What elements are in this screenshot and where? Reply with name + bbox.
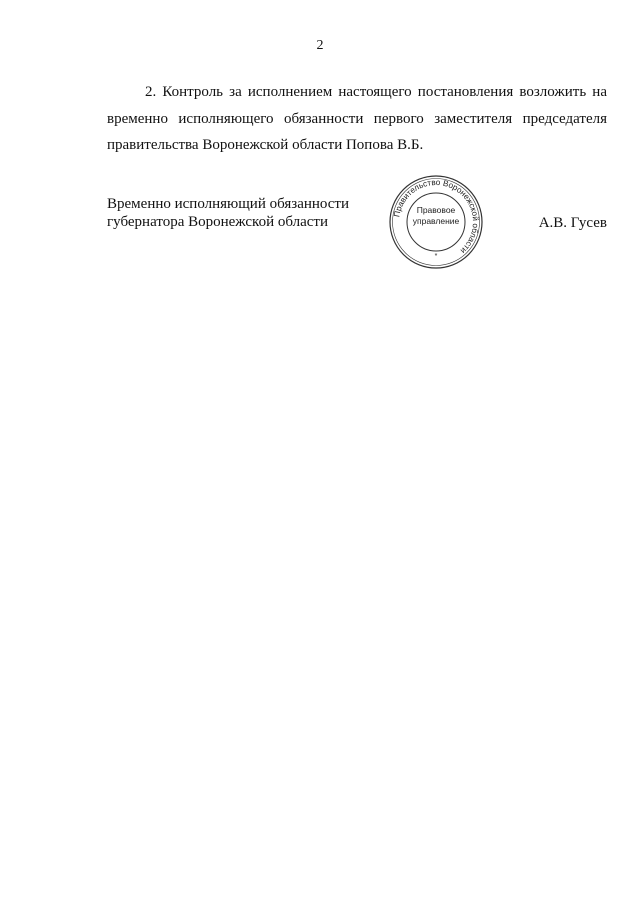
seal-center-text [386,205,486,227]
seal-center-line-1: Правовое [416,205,456,215]
signatory-name: А.В. Гусев [538,215,607,231]
seal-ring-text: Правительство Воронежской области [392,177,481,256]
seal-star: * [434,253,438,260]
signatory-title-line-1: Временно исполняющий обязанности [107,196,350,212]
official-seal [386,172,486,272]
body-text [107,79,607,159]
signatory-title [107,195,349,231]
page-number: 2 [316,38,324,53]
seal-center-line-2: управление [412,216,460,226]
signature-block [107,177,607,265]
control-paragraph: 2. Контроль за исполнением настоящего постановления возложить на временно исполняющего обязанности первого заместителя председателя правительства Воронежской области Попова В.Б. [107,84,607,153]
signatory-title-line-2: губернатора Воронежской области [107,214,328,230]
